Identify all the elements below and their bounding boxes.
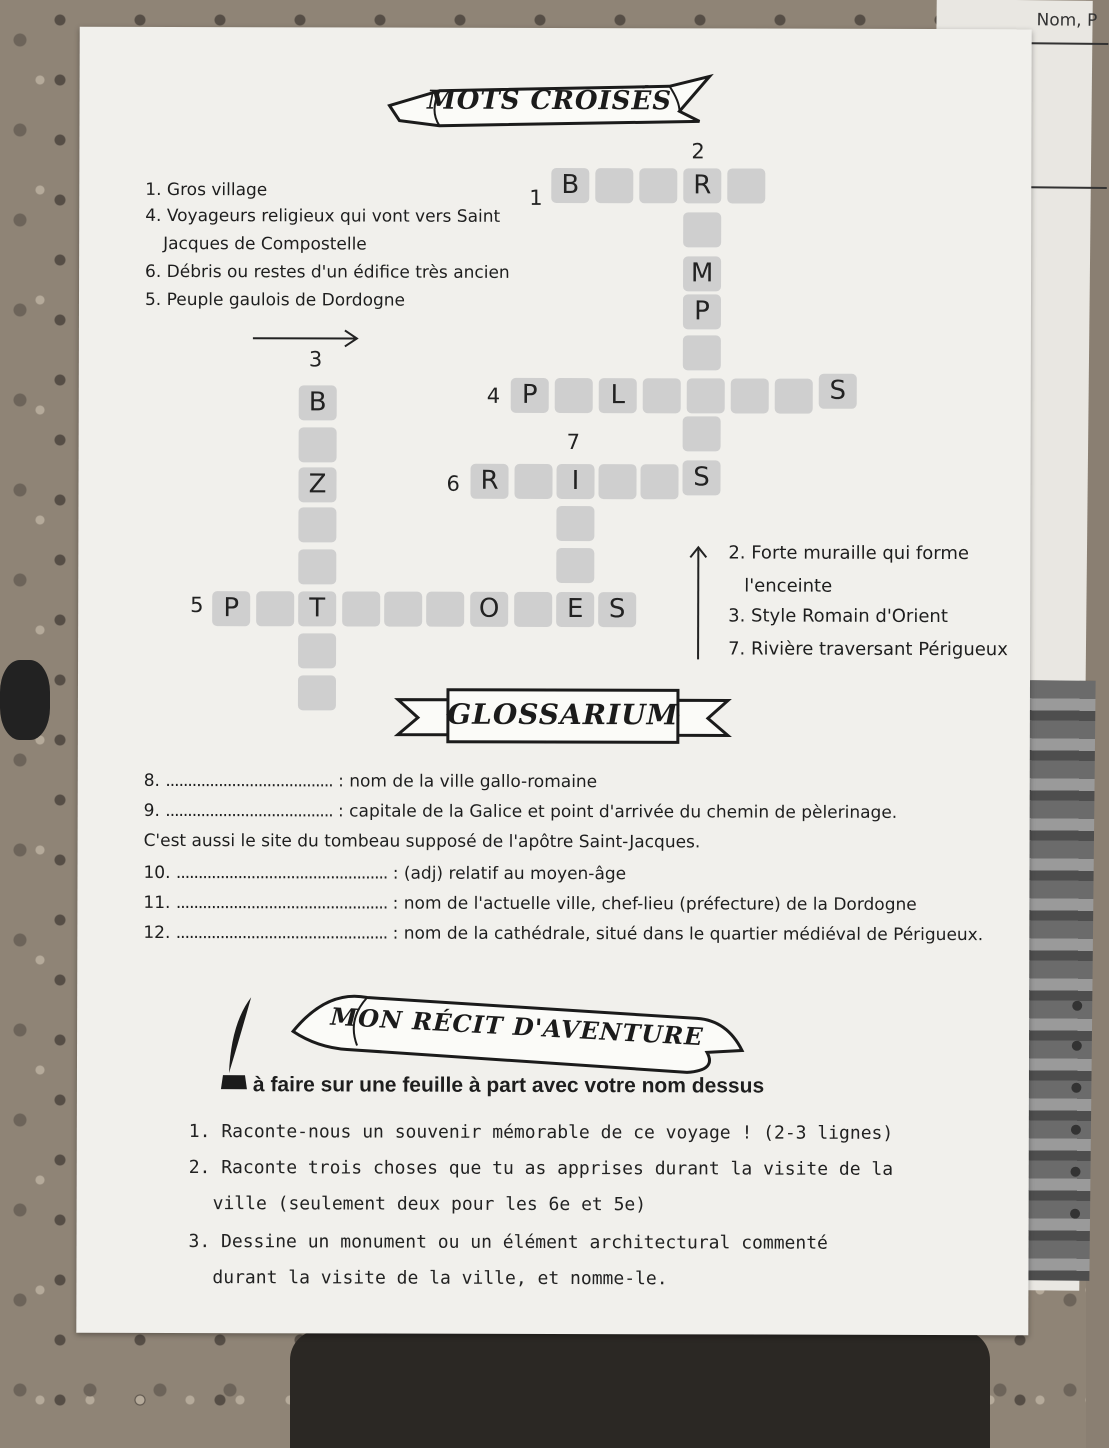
- crossword-cell[interactable]: [256, 591, 294, 626]
- glossary-item-8: [144, 771, 597, 792]
- grid-number-5: 5: [190, 593, 204, 618]
- crossword-cell[interactable]: [426, 592, 464, 627]
- name-label: Nom, P: [1036, 10, 1098, 31]
- crossword-cell[interactable]: P: [511, 378, 549, 413]
- task-2-cont: ville (seulement deux pour les 6e et 5e): [212, 1193, 647, 1216]
- clue-across-1: 1. Gros village: [145, 179, 268, 201]
- glossary-definition: : capitale de la Galice et point d'arrivée du chemin de pèlerinage.: [338, 801, 898, 823]
- grid-number-3: 3: [308, 347, 323, 372]
- crossword-cell[interactable]: P: [683, 294, 721, 329]
- crossword-cell[interactable]: E: [556, 592, 594, 627]
- crossword-cell[interactable]: [683, 335, 721, 370]
- glossary-definition: : (adj) relatif au moyen-âge: [392, 863, 627, 885]
- city-photo: [1019, 680, 1095, 1281]
- bullet-dot: [1071, 1125, 1081, 1135]
- crossword-cell[interactable]: [299, 427, 337, 462]
- crossword-cell[interactable]: I: [556, 464, 594, 499]
- crossword-cell[interactable]: [683, 212, 721, 247]
- grid-number-2: 2: [691, 139, 705, 164]
- crossword-cell[interactable]: R: [683, 168, 721, 203]
- down-arrow-icon: [686, 543, 710, 661]
- crossword-cell[interactable]: [727, 168, 765, 203]
- bullet-dot: [1070, 1209, 1080, 1219]
- crossword-cell[interactable]: S: [682, 460, 720, 495]
- clue-down-2: 2. Forte muraille qui forme: [728, 542, 970, 565]
- bullet-dot: [1072, 1041, 1082, 1051]
- bullet-dot: [1070, 1167, 1080, 1177]
- glossary-definition: C'est aussi le site du tombeau supposé de l'apôtre Saint-Jacques.: [143, 830, 701, 853]
- grid-number-7: 7: [566, 430, 581, 455]
- crossword-cell[interactable]: B: [551, 168, 589, 203]
- answer-blank[interactable]: ................................................: [175, 923, 388, 944]
- clue-down-3: 3. Style Romain d'Orient: [728, 605, 948, 628]
- glossary-definition: : nom de la ville gallo-romaine: [338, 771, 598, 793]
- answer-blank[interactable]: ................................................: [175, 893, 388, 914]
- crossword-cell[interactable]: M: [683, 256, 721, 291]
- clue-across-6: 6. Débris ou restes d'un édifice très ancien: [145, 261, 510, 283]
- crossword-cell[interactable]: [298, 675, 336, 710]
- crossword-cell[interactable]: [643, 378, 681, 413]
- worksheet-page: [76, 27, 1031, 1335]
- crossword-cell[interactable]: [556, 506, 594, 541]
- task-2: 2. Raconte trois choses que tu as apprises durant la visite de la: [188, 1157, 894, 1180]
- name-rule: [1018, 42, 1108, 45]
- crossword-cell[interactable]: [556, 548, 594, 583]
- grid-number-1: 1: [529, 185, 543, 210]
- crossword-title-banner: [379, 66, 719, 137]
- crossword-cell[interactable]: [298, 633, 336, 668]
- crossword-cell[interactable]: [384, 592, 422, 627]
- clue-down-7: 7. Rivière traversant Périgueux: [728, 638, 1008, 661]
- crossword-cell[interactable]: O: [470, 592, 508, 627]
- crossword-cell[interactable]: [640, 464, 678, 499]
- across-arrow-icon: [251, 327, 363, 349]
- task-3: 3. Dessine un monument ou un élément architectural commenté: [188, 1231, 828, 1254]
- glossary-title-banner: [388, 680, 738, 751]
- crossword-cell[interactable]: [342, 591, 380, 626]
- clue-across-4-cont: Jacques de Compostelle: [163, 233, 367, 255]
- crossword-cell[interactable]: [555, 378, 593, 413]
- crossword-cell[interactable]: [639, 168, 677, 203]
- crossword-cell[interactable]: S: [819, 374, 857, 409]
- crossword-cell[interactable]: [683, 416, 721, 451]
- glossary-item-9-cont: [144, 831, 701, 852]
- crossword-cell[interactable]: [595, 168, 633, 203]
- crossword-title: MOTS CROISÉS: [426, 85, 673, 117]
- glossary-item-10: [143, 863, 626, 884]
- crossword-cell[interactable]: L: [599, 378, 637, 413]
- glossary-number: 8.: [143, 770, 160, 791]
- crossword-cell[interactable]: [298, 549, 336, 584]
- task-1: 1. Raconte-nous un souvenir mémorable de ce voyage ! (2-3 lignes): [188, 1121, 894, 1144]
- bullet-dot: [1072, 1001, 1082, 1011]
- crossword-cell[interactable]: [731, 378, 769, 413]
- crossword-cell[interactable]: [775, 379, 813, 414]
- crossword-cell[interactable]: [598, 464, 636, 499]
- glossary-number: 11.: [143, 892, 171, 913]
- crossword-cell[interactable]: [298, 507, 336, 542]
- task-3-cont: durant la visite de la ville, et nomme-le.: [212, 1267, 668, 1290]
- crossword-cell[interactable]: [514, 592, 552, 627]
- clue-down-2-cont: l'enceinte: [744, 575, 833, 597]
- crossword-cell[interactable]: T: [298, 591, 336, 626]
- answer-blank[interactable]: ......................................: [165, 800, 333, 822]
- glossary-number: 10.: [143, 862, 171, 883]
- crossword-cell[interactable]: Z: [298, 467, 336, 502]
- glossary-number: 12.: [143, 922, 171, 943]
- recit-title: MON RÉCIT D'AVENTURE: [329, 1001, 705, 1052]
- recit-title-banner: [287, 979, 747, 1080]
- crossword-cell[interactable]: R: [470, 464, 508, 499]
- crossword-cell[interactable]: P: [212, 591, 250, 626]
- glossary-number: 9.: [143, 800, 160, 821]
- clue-across-5: 5. Peuple gaulois de Dordogne: [144, 289, 406, 311]
- crossword-cell[interactable]: S: [598, 592, 636, 627]
- glossary-title: GLOSSARIUM: [447, 697, 679, 732]
- shadow-object: [290, 1330, 990, 1448]
- grid-number-4: 4: [486, 383, 501, 408]
- answer-blank[interactable]: ................................................: [175, 863, 388, 884]
- crossword-cell[interactable]: [687, 378, 725, 413]
- glossary-item-11: [143, 893, 916, 915]
- glossary-item-12: [143, 923, 983, 945]
- clue-across-4: 4. Voyageurs religieux qui vont vers Saint: [145, 205, 501, 227]
- glossary-item-9: [144, 801, 898, 823]
- crossword-cell[interactable]: [514, 464, 552, 499]
- recit-subtitle: à faire sur une feuille à part avec votre nom dessus: [252, 1073, 765, 1098]
- grid-number-6: 6: [446, 471, 460, 496]
- dark-object: [0, 660, 50, 740]
- glossary-definition: : nom de la cathédrale, situé dans le quartier médiéval de Périgueux.: [392, 923, 984, 946]
- crossword-cell[interactable]: B: [299, 385, 337, 420]
- answer-blank[interactable]: ......................................: [165, 770, 333, 792]
- bullet-dot: [1071, 1083, 1081, 1093]
- glossary-definition: : nom de l'actuelle ville, chef-lieu (préfecture) de la Dordogne: [392, 893, 917, 915]
